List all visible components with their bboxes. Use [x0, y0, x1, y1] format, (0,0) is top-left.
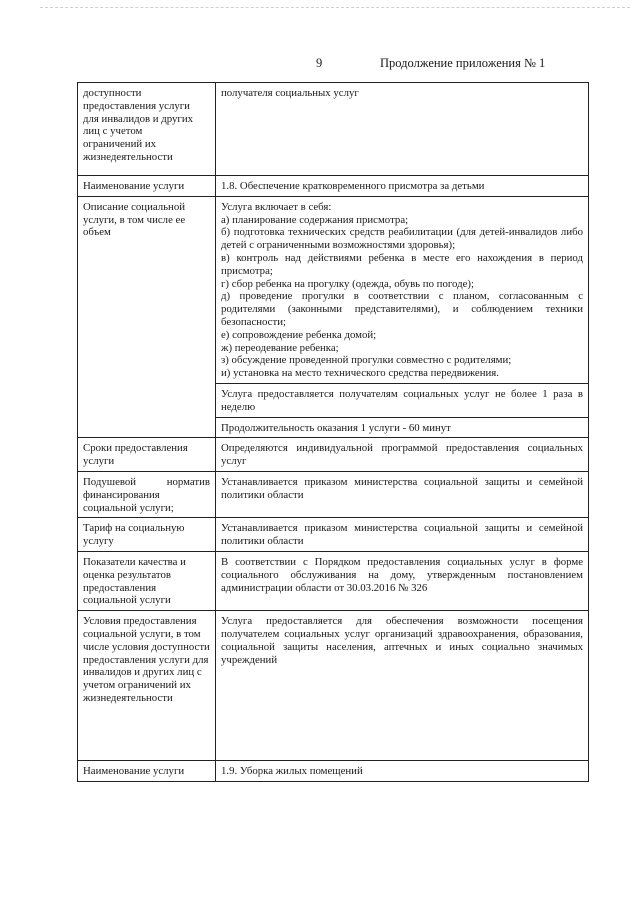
- row-value: 1.8. Обеспечение кратковременного присмотра за детьми: [216, 176, 589, 197]
- description-line: и) установка на место технического средства передвижения.: [221, 367, 499, 380]
- service-duration: Продолжительность оказания 1 услуги - 60 минут: [216, 417, 589, 438]
- scan-artifact-line: [40, 7, 630, 9]
- table-row: [78, 176, 589, 197]
- page-number: 9: [316, 56, 323, 70]
- label-line: жизнедеятельности: [83, 150, 173, 163]
- row-label: Наименование услуги: [78, 761, 216, 782]
- table-row: [78, 761, 589, 782]
- row-label: Условия предоставления социальной услуги, в том числе условия доступности предоставления услуги для инвалидов и других лиц с учетом ограничений их жизнедеятельности: [78, 611, 216, 761]
- label-line: лиц с учетом: [83, 125, 143, 138]
- description-line: д) проведение прогулки в соответствии с планом, согласованным с родителями (законными представителями), и соблюдением техники безопасности;: [221, 290, 583, 328]
- description-line: г) сбор ребенка на прогулку (одежда, обувь по погоде);: [221, 277, 474, 290]
- row-label: Показатели качества и оценка результатов предоставления социальной услуги: [78, 551, 216, 610]
- table-row: [78, 438, 589, 472]
- description-line: з) обсуждение проведенной прогулки совместно с родителями;: [221, 354, 512, 367]
- service-description: [216, 196, 589, 383]
- continuation-heading: Продолжение приложения № 1: [380, 56, 546, 70]
- table-row: [78, 551, 589, 610]
- service-frequency: Услуга предоставляется получателям социальных услуг не более 1 раза в неделю: [216, 383, 589, 417]
- services-table: [77, 82, 589, 782]
- table-row: [78, 518, 589, 552]
- row-label: Наименование услуги: [78, 176, 216, 197]
- row-value: В соответствии с Порядком предоставления социальных услуг в форме социального обслуживания на дому, утвержденным постановлением администрации области от 30.03.2016 № 326: [216, 551, 589, 610]
- description-line: ж) переодевание ребенка;: [221, 341, 339, 354]
- label-line: ограничений их: [83, 138, 157, 151]
- table-row: [78, 196, 589, 383]
- description-line: е) сопровождение ребенка домой;: [221, 328, 377, 341]
- row-label: Тариф на социальную услугу: [78, 518, 216, 552]
- row-label: [78, 83, 216, 176]
- description-line: в) контроль над действиями ребенка в месте его нахождения в период присмотра;: [221, 251, 583, 277]
- row-label: Описание социальной услуги, в том числе ее объем: [78, 196, 216, 438]
- row-value: Услуга предоставляется для обеспечения возможности посещения получателем социальных услуг организаций здравоохранения, образования, социальной защиты населения, аптечных и иных социально значимых учреждений: [216, 611, 589, 761]
- row-value: Устанавливается приказом министерства социальной защиты и семейной политики области: [216, 518, 589, 552]
- table-row: [78, 471, 589, 517]
- table-row: [78, 83, 589, 176]
- label-line: предоставления услуги: [83, 99, 190, 112]
- row-label: Подушевой норматив финансирования социальной услуги;: [78, 471, 216, 517]
- row-value: Устанавливается приказом министерства социальной защиты и семейной политики области: [216, 471, 589, 517]
- label-line: доступности: [83, 87, 142, 99]
- description-line: Услуга включает в себя:: [221, 200, 332, 213]
- label-line: для инвалидов и других: [83, 112, 194, 125]
- description-line: б) подготовка технических средств реабилитации (для детей-инвалидов либо детей с ограниченными возможностями здоровья);: [221, 226, 583, 252]
- row-value: Определяются индивидуальной программой предоставления социальных услуг: [216, 438, 589, 472]
- row-value: получателя социальных услуг: [216, 83, 589, 176]
- row-value: 1.9. Уборка жилых помещений: [216, 761, 589, 782]
- description-line: а) планирование содержания присмотра;: [221, 213, 409, 226]
- row-label: Сроки предоставления услуги: [78, 438, 216, 472]
- table-row: [78, 611, 589, 761]
